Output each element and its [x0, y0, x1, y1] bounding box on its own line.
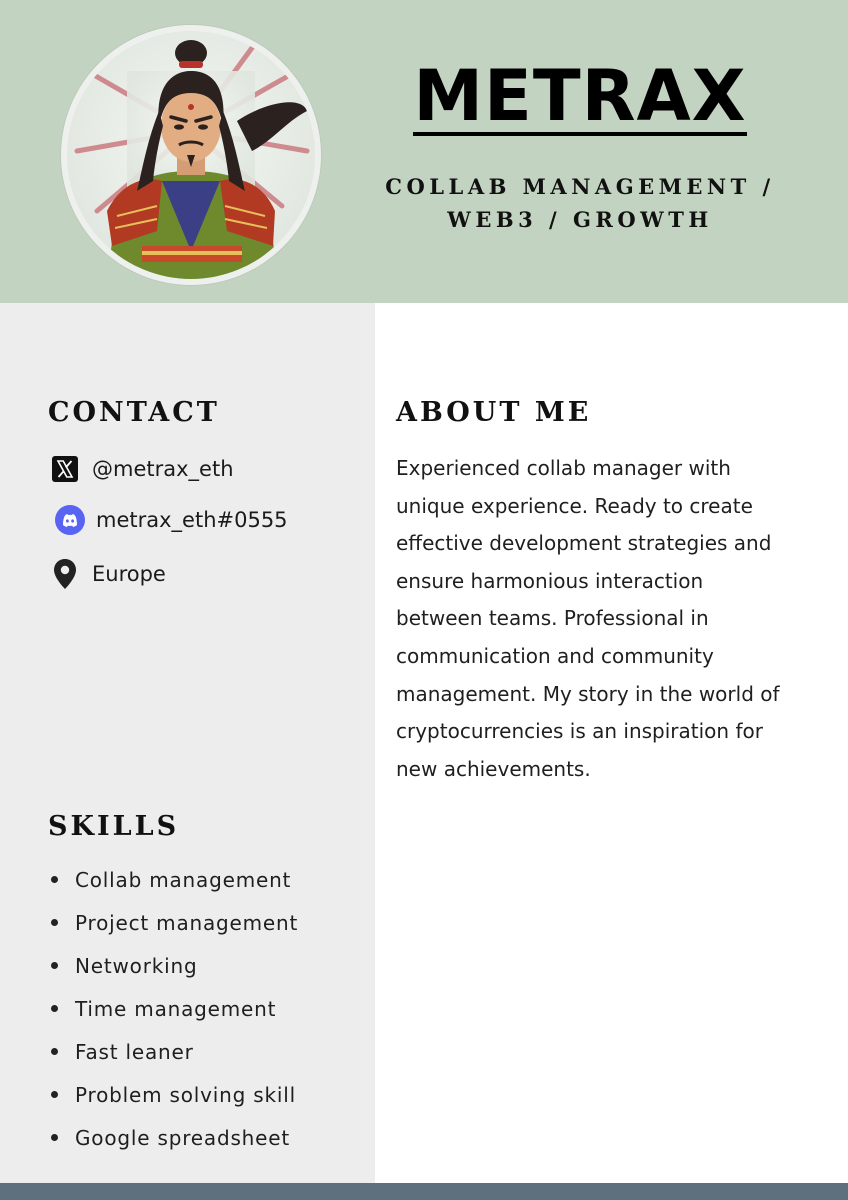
list-item [48, 1030, 298, 1073]
list-item [48, 1073, 298, 1116]
skill-label: Problem solving skill [75, 1082, 296, 1107]
bullet-icon [51, 919, 58, 926]
contact-discord-handle: metrax_eth#0555 [96, 508, 288, 532]
list-item [48, 944, 298, 987]
profile-avatar [61, 25, 321, 285]
list-item [48, 1116, 298, 1159]
contact-section-title: CONTACT [48, 397, 220, 428]
x-logo-icon [48, 452, 82, 486]
skill-label: Project management [75, 910, 299, 935]
about-line: unique experience. Ready to create [396, 493, 753, 518]
discord-icon [48, 503, 92, 537]
contact-item-discord[interactable] [48, 503, 288, 537]
about-line: new achievements. [396, 756, 591, 781]
bullet-icon [51, 1091, 58, 1098]
skill-label: Collab management [75, 867, 292, 892]
about-line: effective development strategies and [396, 531, 772, 556]
tagline-line-1: COLLAB MANAGEMENT / [385, 174, 775, 199]
header-banner [0, 0, 848, 303]
samurai-portrait-image [67, 31, 315, 279]
bullet-icon [51, 1134, 58, 1141]
bullet-icon [51, 962, 58, 969]
contact-location: Europe [92, 562, 166, 586]
about-line: between teams. Professional in [396, 606, 709, 631]
name-block [380, 55, 780, 236]
skill-label: Google spreadsheet [75, 1125, 290, 1150]
skill-label: Fast leaner [75, 1039, 194, 1064]
bullet-icon [51, 1005, 58, 1012]
about-line: cryptocurrencies is an inspiration for [396, 719, 763, 744]
footer-bar [0, 1183, 848, 1200]
tagline [380, 170, 780, 236]
contact-x-handle: @metrax_eth [92, 457, 234, 481]
about-section-title: ABOUT ME [396, 397, 592, 428]
about-line: ensure harmonious interaction [396, 568, 704, 593]
location-pin-icon [48, 557, 82, 591]
skills-section-title: SKILLS [48, 811, 180, 842]
list-item [48, 901, 298, 944]
skill-label: Networking [75, 953, 198, 978]
bullet-icon [51, 876, 58, 883]
skill-label: Time management [75, 996, 277, 1021]
list-item [48, 858, 298, 901]
contact-item-location [48, 557, 166, 591]
about-line: management. My story in the world of [396, 681, 780, 706]
about-line: Experienced collab manager with [396, 456, 731, 480]
list-item [48, 987, 298, 1030]
about-line: communication and community [396, 643, 714, 668]
person-name: METRAX [413, 55, 747, 137]
tagline-line-2: WEB3 / GROWTH [447, 207, 713, 232]
skills-list [48, 858, 298, 1159]
bullet-icon [51, 1048, 58, 1055]
contact-item-x[interactable] [48, 452, 234, 486]
about-paragraph [396, 450, 816, 788]
